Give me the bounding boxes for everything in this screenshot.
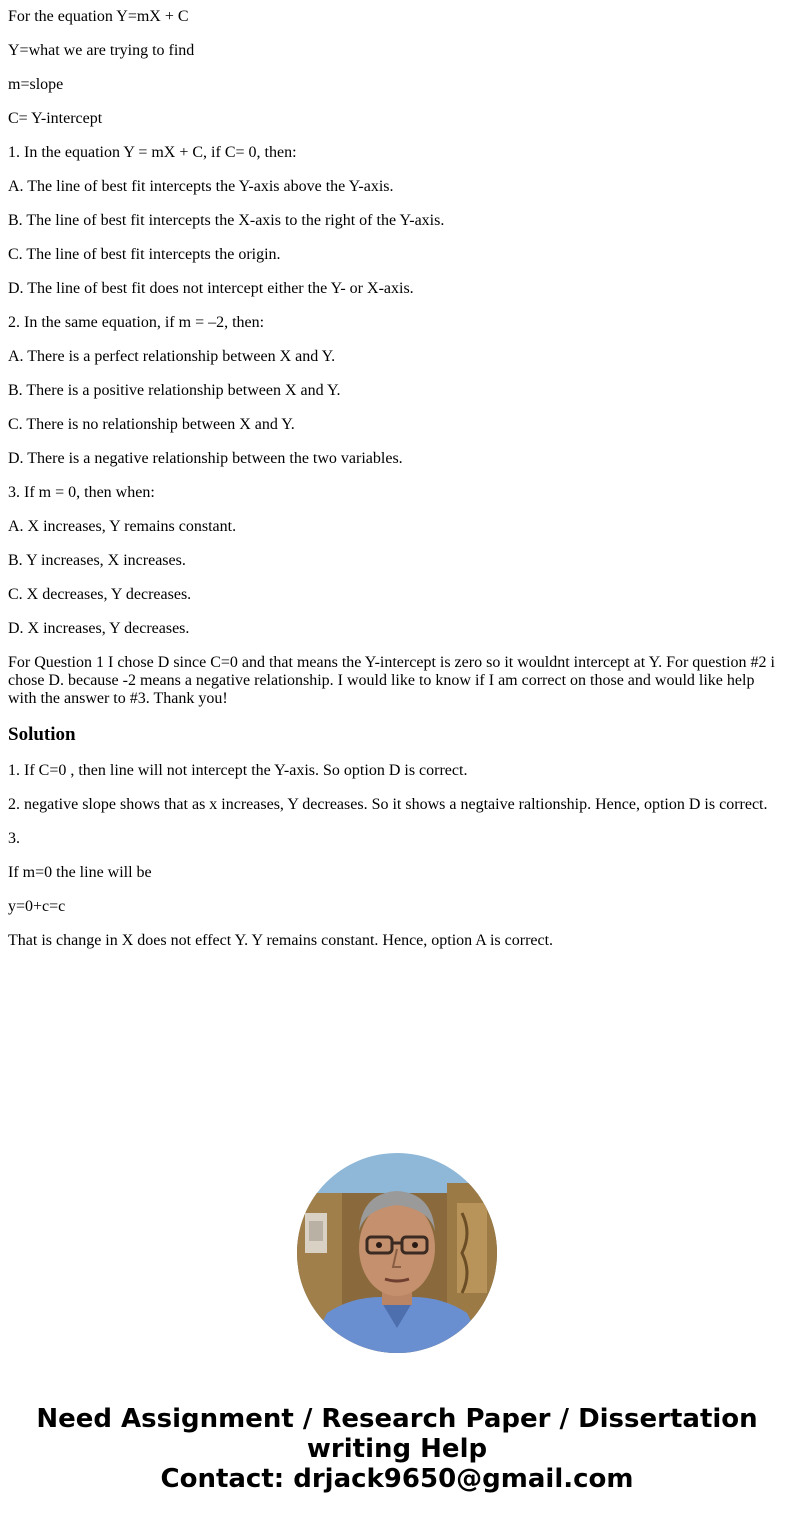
question-paragraph: For the equation Y=mX + C [8, 8, 189, 25]
question-paragraph: B. There is a positive relationship between X and Y. [8, 382, 341, 399]
question-paragraph: A. X increases, Y remains constant. [8, 518, 237, 535]
question-paragraph: B. The line of best fit intercepts the X-axis to the right of the Y-axis. [8, 212, 445, 229]
solution-paragraph: 3. [8, 830, 20, 847]
question-paragraph: C. X decreases, Y decreases. [8, 586, 192, 603]
question-paragraph: B. Y increases, X increases. [8, 552, 186, 569]
question-paragraph: 2. In the same equation, if m = –2, then: [8, 314, 265, 331]
solution-section [8, 762, 784, 950]
question-paragraph: For Question 1 I chose D since C=0 and that means the Y-intercept is zero so it wouldnt intercept at Y. For question #2 i chose D. because -2 means a negative relationship. I would like to know if I am correct on those and would like help with the answer to #3. Thank you! [8, 654, 775, 707]
question-paragraph: C= Y-intercept [8, 110, 103, 127]
question-section [8, 8, 784, 708]
solution-paragraph: 1. If C=0 , then line will not intercept the Y-axis. So option D is correct. [8, 762, 468, 779]
question-paragraph: C. There is no relationship between X and Y. [8, 416, 295, 433]
solution-paragraph: That is change in X does not effect Y. Y remains constant. Hence, option A is correct. [8, 932, 554, 949]
advert-contact: Contact: drjack9650@gmail.com [160, 1464, 634, 1494]
avatar [297, 1153, 497, 1353]
question-paragraph: Y=what we are trying to find [8, 42, 195, 59]
document-content [8, 8, 784, 966]
advert-headline: Need Assignment / Research Paper / Dissertation writing Help [36, 1404, 758, 1464]
question-paragraph: A. The line of best fit intercepts the Y-axis above the Y-axis. [8, 178, 394, 195]
tutor-photo [297, 1153, 497, 1353]
question-paragraph: D. X increases, Y decreases. [8, 620, 190, 637]
solution-paragraph: y=0+c=c [8, 898, 66, 915]
question-paragraph: D. The line of best fit does not intercept either the Y- or X-axis. [8, 280, 414, 297]
question-paragraph: C. The line of best fit intercepts the origin. [8, 246, 281, 263]
question-paragraph: m=slope [8, 76, 64, 93]
solution-heading: Solution [8, 724, 76, 745]
solution-paragraph: 2. negative slope shows that as x increases, Y decreases. So it shows a negtaive raltionship. Hence, option D is correct. [8, 796, 768, 813]
contact-advert [0, 1404, 794, 1494]
question-paragraph: D. There is a negative relationship between the two variables. [8, 450, 403, 467]
question-paragraph: A. There is a perfect relationship between X and Y. [8, 348, 336, 365]
question-paragraph: 1. In the equation Y = mX + C, if C= 0, then: [8, 144, 297, 161]
question-paragraph: 3. If m = 0, then when: [8, 484, 155, 501]
solution-paragraph: If m=0 the line will be [8, 864, 152, 881]
